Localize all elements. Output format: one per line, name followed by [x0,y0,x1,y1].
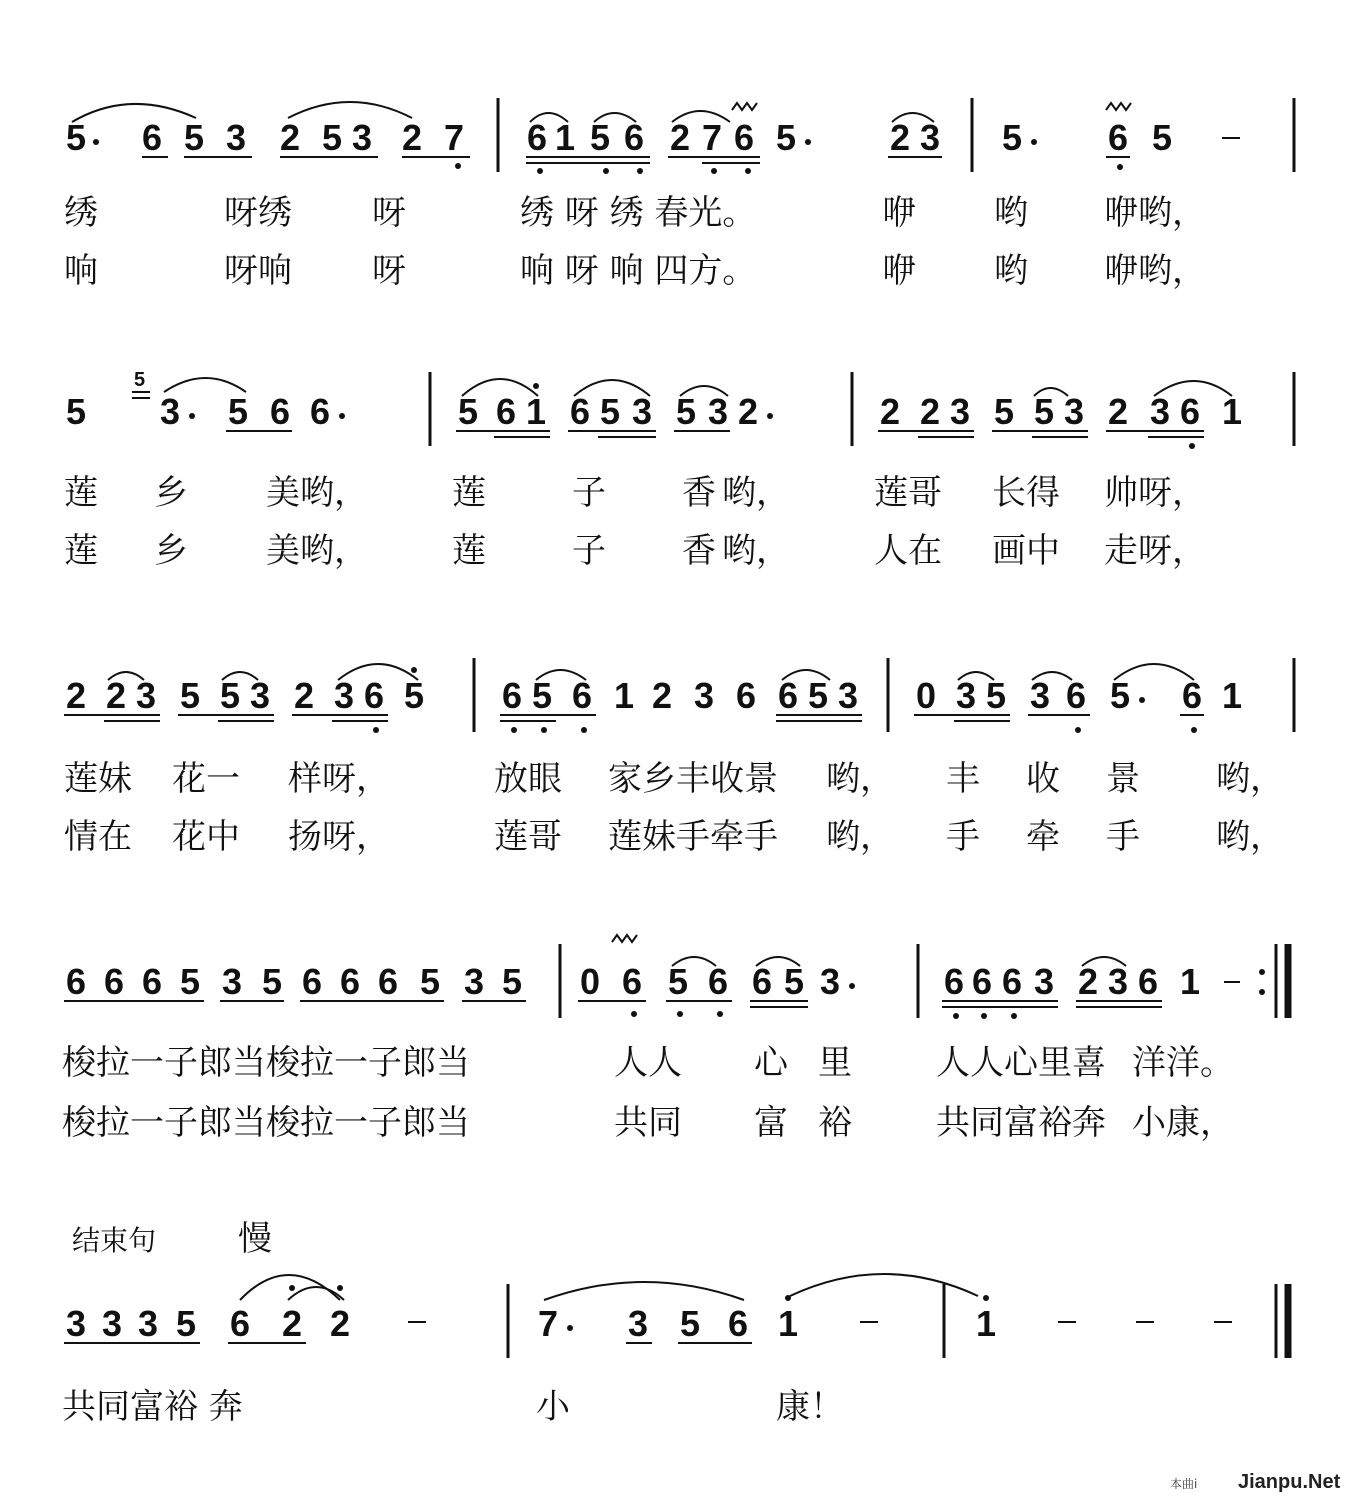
lyric: 小康， [1132,1103,1234,1143]
svg-text:5: 5 [776,117,797,158]
lyric: 哟， [826,759,894,799]
svg-text:5: 5 [180,961,201,1002]
svg-text:6: 6 [572,675,593,716]
lyric: 景 [1106,759,1140,799]
svg-text:3: 3 [226,117,247,158]
svg-text:5: 5 [228,391,249,432]
svg-text:3: 3 [632,391,653,432]
svg-text:5: 5 [676,391,697,432]
svg-text:6: 6 [1180,391,1201,432]
lyric: 收 [1026,759,1060,799]
lyric: 呀响 [224,251,292,291]
svg-text:2: 2 [670,117,691,158]
svg-text:2: 2 [1108,391,1129,432]
svg-text:5: 5 [420,961,441,1002]
lyric: 里 [818,1043,852,1083]
svg-text:3: 3 [138,1303,159,1344]
svg-text:2: 2 [282,1303,303,1344]
lyric: 哟， [722,473,790,513]
lyric: 莲 [64,531,98,571]
lyric: 裕 [818,1103,852,1143]
svg-text:2: 2 [294,675,315,716]
lyric: 长得 [992,473,1060,513]
lyric: 子 [572,531,606,571]
svg-text:5: 5 [994,391,1015,432]
svg-text:5: 5 [220,675,241,716]
lyric: 哟， [1216,817,1284,857]
svg-text:6: 6 [622,961,643,1002]
svg-text:6: 6 [378,961,399,1002]
lyric: 莲 [452,473,486,513]
svg-text:2: 2 [880,391,901,432]
lyric: 莲哥 [874,473,942,513]
lyric: 人在 [874,531,942,571]
lyric: 画中 [992,531,1060,571]
svg-text:5: 5 [784,961,805,1002]
system-2-notation [66,369,1294,449]
svg-text:2: 2 [652,675,673,716]
lyric: 洋洋。 [1132,1043,1234,1083]
lyric: 梭拉一子郎当梭拉一子郎当 [62,1043,470,1083]
svg-text:3: 3 [66,1303,87,1344]
lyric: 子 [572,473,606,513]
system-2-lyrics [64,473,1206,571]
svg-text:6: 6 [728,1303,749,1344]
svg-text:3: 3 [1034,961,1055,1002]
svg-text:6: 6 [270,391,291,432]
svg-text:3: 3 [838,675,859,716]
svg-text:2: 2 [66,675,87,716]
lyric: 莲哥 [494,817,562,857]
lyric: 乡 [154,531,188,571]
svg-text:3: 3 [956,675,977,716]
svg-text:6: 6 [1138,961,1159,1002]
lyric: 莲妹手牵手 [608,817,778,857]
lyric: 人人 [614,1043,682,1083]
lyric: 呀绣 [224,193,292,233]
svg-text:6: 6 [944,961,965,1002]
svg-text:5: 5 [262,961,283,1002]
lyric: 莲妹 [64,759,132,799]
system-4-notation [64,935,1288,1019]
svg-text:6: 6 [778,675,799,716]
svg-text:5: 5 [680,1303,701,1344]
svg-text:5: 5 [66,391,87,432]
lyric: 梭拉一子郎当梭拉一子郎当 [62,1103,470,1143]
lyric: 绣 呀 绣 春光。 [520,193,757,233]
svg-text:0: 0 [580,961,601,1002]
svg-text:6: 6 [624,117,645,158]
svg-text:5: 5 [1152,117,1173,158]
svg-text:5: 5 [668,961,689,1002]
lyric: 呀 [372,193,406,233]
lyric: 香 [682,531,716,571]
lyric: 乡 [154,473,188,513]
svg-text:3: 3 [1030,675,1051,716]
svg-text:5: 5 [66,117,87,158]
lyric: 咿哟， [1104,251,1206,291]
svg-text:6: 6 [708,961,729,1002]
svg-text:3: 3 [920,117,941,158]
lyric: 共同 [614,1103,682,1143]
svg-text:6: 6 [527,117,548,158]
svg-text:1: 1 [1180,961,1201,1002]
svg-text:5: 5 [404,675,425,716]
svg-text:6: 6 [752,961,773,1002]
lyric: 情在 [64,817,132,857]
svg-text:1: 1 [976,1303,997,1344]
svg-text:2: 2 [280,117,301,158]
lyric: 哟 [994,251,1028,291]
lyric: 美哟， [266,531,368,571]
svg-text:6: 6 [736,675,757,716]
lyric: 富 [754,1103,788,1143]
lyric: 共同富裕 奔 [62,1387,243,1427]
svg-text:1: 1 [1222,675,1243,716]
svg-text:5: 5 [184,117,205,158]
svg-text:3: 3 [820,961,841,1002]
system-1-lyrics [64,193,1206,291]
svg-text:2: 2 [402,117,423,158]
svg-text:5: 5 [1110,675,1131,716]
svg-text:6: 6 [104,961,125,1002]
svg-text:3: 3 [1108,961,1129,1002]
lyric: 手 [1106,817,1140,857]
svg-text:6: 6 [570,391,591,432]
svg-text:3: 3 [628,1303,649,1344]
lyric: 花中 [172,817,240,857]
svg-text:0: 0 [916,675,937,716]
svg-text:6: 6 [502,675,523,716]
svg-text:1: 1 [778,1303,799,1344]
svg-text:5: 5 [590,117,611,158]
svg-text:5: 5 [808,675,829,716]
system-3-notation [64,658,1294,733]
lyric: 走呀， [1104,531,1206,571]
svg-text:6: 6 [972,961,993,1002]
svg-text:5: 5 [322,117,343,158]
lyric: 哟， [722,531,790,571]
svg-text:3: 3 [222,961,243,1002]
svg-text:3: 3 [694,675,715,716]
svg-text:3: 3 [1150,391,1171,432]
svg-text:6: 6 [302,961,323,1002]
svg-text:5: 5 [1002,117,1023,158]
lyric: 小 [536,1387,570,1427]
lyric: 共同富裕奔 [936,1103,1106,1143]
svg-text:3: 3 [136,675,157,716]
site-watermark: Jianpu.Net [1238,1471,1341,1493]
lyric: 咿哟， [1104,193,1206,233]
svg-text:5: 5 [502,961,523,1002]
ending-label: 结束句 [72,1224,157,1257]
lyric: 哟 [994,193,1028,233]
lyric: 花一 [172,759,240,799]
svg-text:3: 3 [464,961,485,1002]
lyric: 美哟， [266,473,368,513]
svg-text:7: 7 [702,117,723,158]
svg-text:2: 2 [330,1303,351,1344]
footer-note: 本曲i [1170,1477,1198,1491]
svg-text:6: 6 [310,391,331,432]
svg-text:2: 2 [890,117,911,158]
svg-text:6: 6 [364,675,385,716]
svg-text:2: 2 [1078,961,1099,1002]
system-4-lyrics [62,1043,1234,1143]
svg-text:3: 3 [102,1303,123,1344]
svg-text:6: 6 [1108,117,1129,158]
svg-text:6: 6 [734,117,755,158]
lyric: 帅呀， [1104,473,1206,513]
svg-text:6: 6 [1182,675,1203,716]
svg-text:5: 5 [1034,391,1055,432]
svg-text:6: 6 [230,1303,251,1344]
svg-text:7: 7 [538,1303,559,1344]
svg-text:6: 6 [1002,961,1023,1002]
lyric: 家乡丰收景 [608,759,778,799]
lyric: 莲 [64,473,98,513]
lyric: 响 呀 响 四方。 [520,251,757,291]
system-3-lyrics [64,759,1284,857]
svg-text:6: 6 [142,117,163,158]
svg-text:5: 5 [532,675,553,716]
svg-text:2: 2 [738,391,759,432]
lyric: 丰 [946,759,980,799]
svg-text:2: 2 [106,675,127,716]
lyric: 哟， [826,817,894,857]
lyric: 扬呀， [288,817,390,857]
lyric: 手 [946,817,980,857]
lyric: 样呀， [288,759,390,799]
svg-text:1: 1 [526,391,547,432]
svg-text:5: 5 [986,675,1007,716]
lyric: 牵 [1026,817,1060,857]
svg-text:1: 1 [555,117,576,158]
lyric: 呀 [372,251,406,291]
lyric: 人人心里喜 [936,1043,1106,1083]
svg-text:6: 6 [66,961,87,1002]
svg-text:6: 6 [340,961,361,1002]
svg-text:6: 6 [142,961,163,1002]
lyric: 心 [754,1043,788,1083]
svg-text:6: 6 [496,391,517,432]
svg-text:3: 3 [334,675,355,716]
svg-text:3: 3 [352,117,373,158]
lyric: 莲 [452,531,486,571]
lyric: 咿 [882,193,916,233]
lyric: 放眼 [494,759,562,799]
system-5-notation [64,1274,1288,1358]
lyric: 绣 [64,193,98,233]
svg-text:3: 3 [708,391,729,432]
svg-text:5: 5 [600,391,621,432]
svg-text:1: 1 [614,675,635,716]
system-5-lyrics [62,1387,844,1427]
lyric: 咿 [882,251,916,291]
svg-text:2: 2 [920,391,941,432]
lyric: 香 [682,473,716,513]
lyric: 康！ [776,1387,844,1427]
lyric: 响 [64,251,98,291]
svg-text:5: 5 [176,1303,197,1344]
grace-note: 5 [134,369,146,391]
lyric: 哟， [1216,759,1284,799]
svg-text:3: 3 [1064,391,1085,432]
svg-text:3: 3 [160,391,181,432]
svg-text:3: 3 [950,391,971,432]
svg-text:3: 3 [250,675,271,716]
tempo-marking: 慢 [238,1219,272,1259]
svg-text:5: 5 [458,391,479,432]
svg-text:5: 5 [180,675,201,716]
svg-text:1: 1 [1222,391,1243,432]
system-1-notation [66,98,1294,174]
svg-text:7: 7 [444,117,465,158]
svg-text:6: 6 [1066,675,1087,716]
